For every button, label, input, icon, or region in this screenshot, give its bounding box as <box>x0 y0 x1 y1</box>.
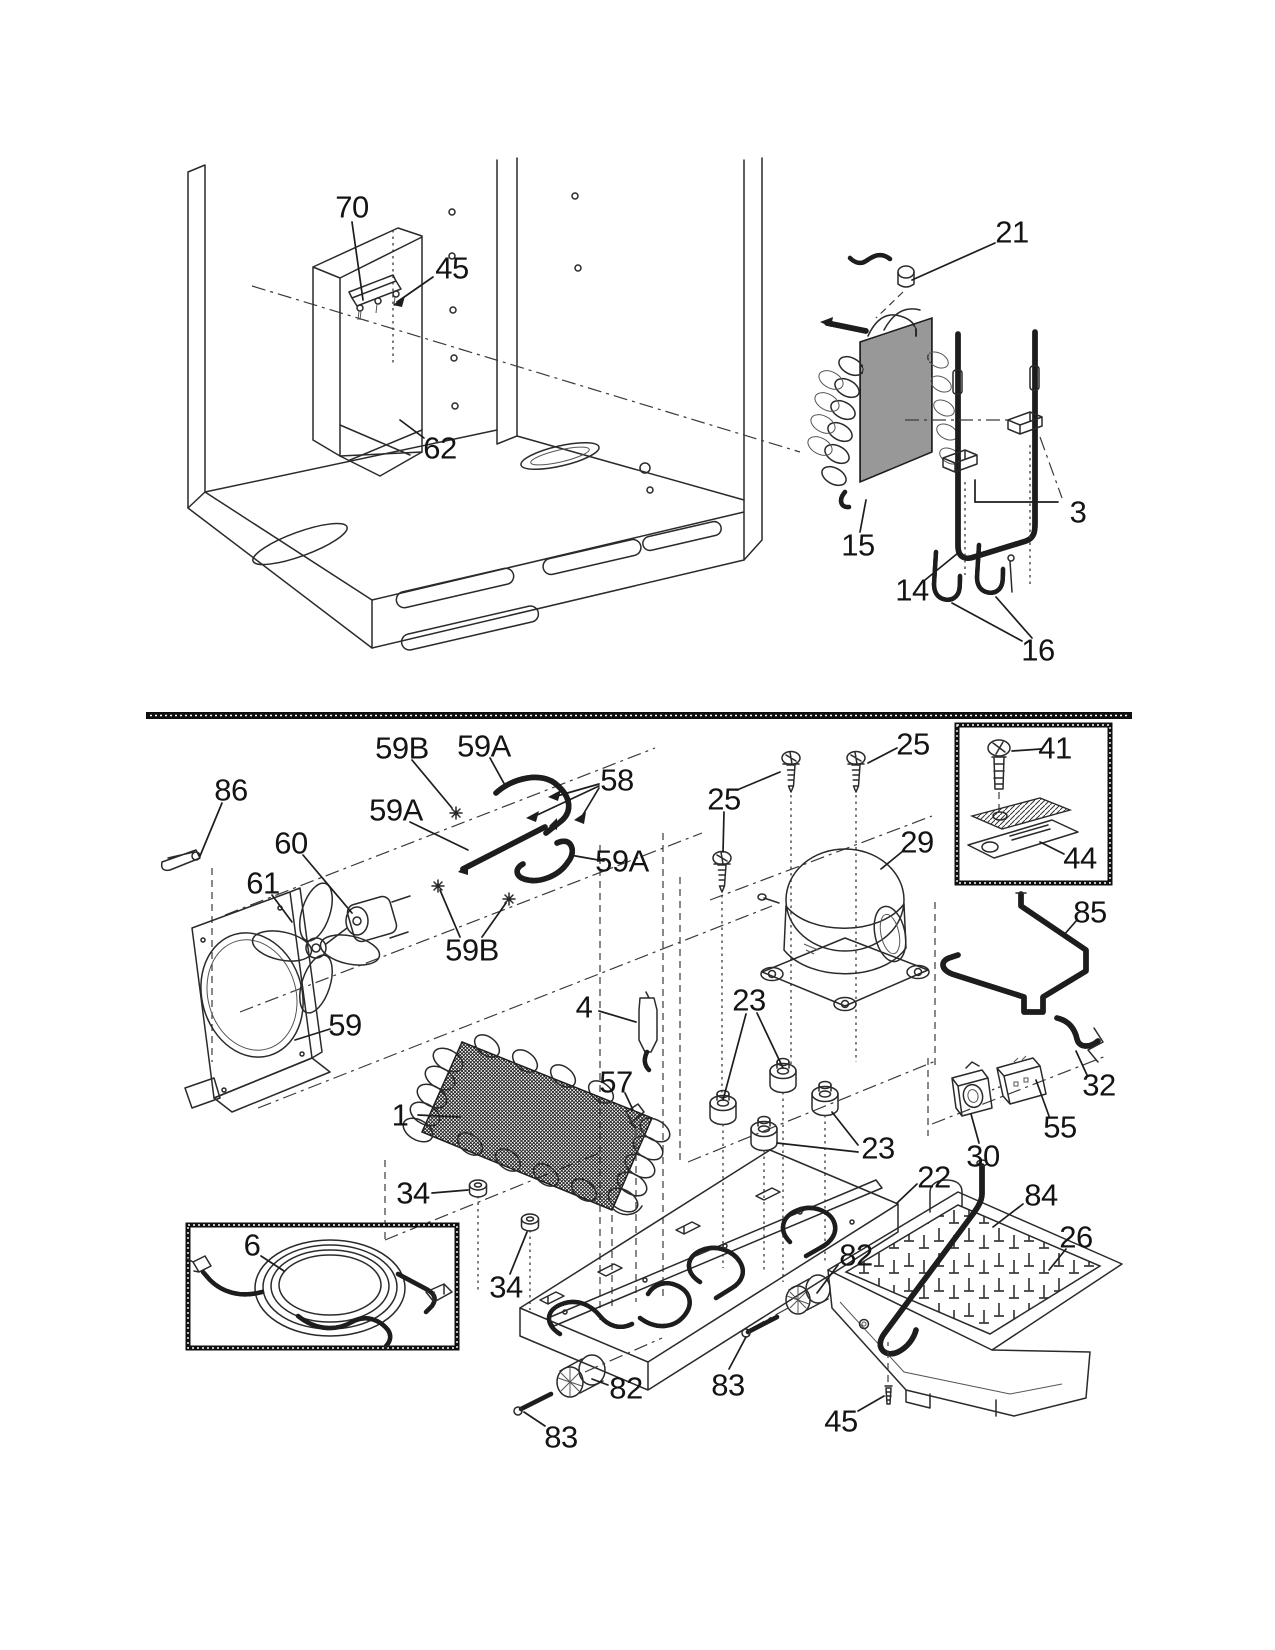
part-label-60: 60 <box>274 825 308 861</box>
part-label-83: 83 <box>544 1419 578 1455</box>
part-label-58: 58 <box>600 762 634 798</box>
part-label-62: 62 <box>423 430 457 466</box>
part-label-70: 70 <box>335 189 369 225</box>
part-label-84: 84 <box>1024 1177 1058 1213</box>
part-label-34: 34 <box>396 1175 430 1211</box>
part-label-30: 30 <box>966 1138 1000 1174</box>
part-label-23: 23 <box>732 982 766 1018</box>
part-label-26: 26 <box>1059 1219 1093 1255</box>
part-label-25: 25 <box>707 781 741 817</box>
part-label-59A: 59A <box>457 728 511 764</box>
part-label-59B: 59B <box>375 730 429 766</box>
part-label-1: 1 <box>391 1097 409 1133</box>
part-label-3: 3 <box>1069 494 1087 530</box>
part-label-59B: 59B <box>445 932 499 968</box>
part-label-41: 41 <box>1038 730 1072 766</box>
part-label-59A: 59A <box>369 792 423 828</box>
part-label-82: 82 <box>839 1237 873 1273</box>
part-label-61: 61 <box>246 865 280 901</box>
part-label-29: 29 <box>900 824 934 860</box>
part-label-14: 14 <box>895 572 929 608</box>
part-label-45: 45 <box>435 250 469 286</box>
part-label-83: 83 <box>711 1367 745 1403</box>
part-label-57: 57 <box>599 1064 633 1100</box>
part-label-6: 6 <box>243 1227 261 1263</box>
part-label-86: 86 <box>214 772 248 808</box>
part-label-59A: 59A <box>595 843 649 879</box>
part-label-25: 25 <box>896 726 930 762</box>
part-label-34: 34 <box>489 1269 523 1305</box>
part-label-59: 59 <box>328 1007 362 1043</box>
part-label-23: 23 <box>861 1130 895 1166</box>
part-label-15: 15 <box>841 527 875 563</box>
part-label-55: 55 <box>1043 1109 1077 1145</box>
part-label-22: 22 <box>917 1159 951 1195</box>
part-label-4: 4 <box>575 989 593 1025</box>
part-label-44: 44 <box>1063 840 1097 876</box>
part-label-16: 16 <box>1021 632 1055 668</box>
part-label-82: 82 <box>609 1370 643 1406</box>
part-label-21: 21 <box>995 214 1029 250</box>
part-label-32: 32 <box>1082 1067 1116 1103</box>
part-label-45: 45 <box>824 1403 858 1439</box>
part-label-85: 85 <box>1073 894 1107 930</box>
